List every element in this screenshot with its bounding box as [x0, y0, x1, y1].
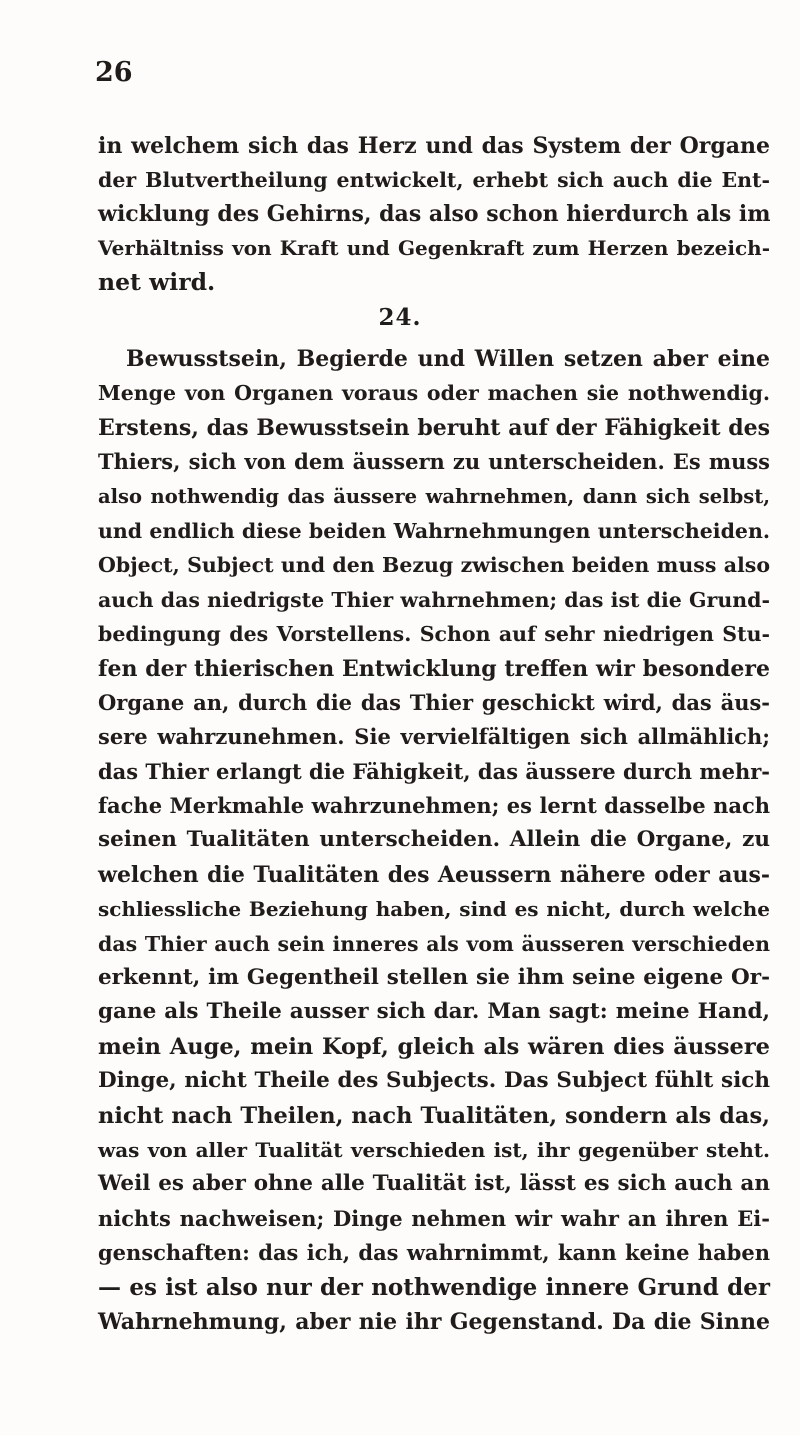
text-line: Bewusstsein, Begierde und Willen setzen aber eine	[126, 346, 770, 372]
text-line: bedingung des Vorstellens. Schon auf sehr niedrigen Stu-	[98, 622, 770, 647]
text-line: Verhältniss von Kraft und Gegenkraft zum Herzen bezeich-	[98, 236, 770, 260]
text-line: fache Merkmahle wahrzunehmen; es lernt dasselbe nach	[98, 793, 770, 819]
text-line: schliessliche Beziehung haben, sind es nicht, durch welche	[98, 897, 770, 922]
text-line: Menge von Organen voraus oder machen sie nothwendig.	[98, 381, 770, 406]
section-number: 24.	[378, 304, 422, 331]
text-line: also nothwendig das äussere wahrnehmen, dann sich selbst,	[98, 484, 770, 508]
text-line: mein Auge, mein Kopf, gleich als wären dies äussere	[98, 1033, 770, 1060]
text-line: Wahrnehmung, aber nie ihr Gegenstand. Da die Sinne	[98, 1308, 770, 1335]
page-number: 26	[95, 57, 133, 88]
body-paragraph	[98, 342, 770, 1339]
text-line: in welchem sich das Herz und das System der Organe	[98, 133, 770, 159]
text-line: sere wahrzunehmen. Sie vervielfältigen sich allmählich;	[98, 724, 770, 750]
text-line: Object, Subject und den Bezug zwischen beiden muss also	[98, 553, 770, 578]
text-line: fen der thierischen Entwicklung treffen wir besondere	[98, 655, 770, 682]
text-line: — es ist also nur der nothwendige innere Grund der	[98, 1273, 770, 1301]
text-line: das Thier auch sein inneres als vom äusseren verschieden	[98, 931, 770, 956]
intro-paragraph	[98, 129, 770, 299]
text-line: nichts nachweisen; Dinge nehmen wir wahr an ihren Ei-	[98, 1205, 770, 1231]
text-line: wicklung des Gehirns, das also schon hierdurch als im	[98, 201, 771, 227]
text-line: was von aller Tualität verschieden ist, ihr gegenüber steht.	[98, 1137, 770, 1162]
text-line: Weil es aber ohne alle Tualität ist, lässt es sich auch an	[98, 1171, 770, 1197]
text-line: erkennt, im Gegentheil stellen sie ihm seine eigene Or-	[98, 965, 770, 991]
text-line: der Blutvertheilung entwickelt, erhebt sich auch die Ent-	[98, 168, 770, 192]
text-line: Erstens, das Bewusstsein beruht auf der Fähigkeit des	[98, 414, 770, 441]
text-line: und endlich diese beiden Wahrnehmungen unterscheiden.	[98, 518, 770, 543]
text-line: Organe an, durch die das Thier geschickt wird, das äus-	[98, 689, 770, 715]
text-line: seinen Tualitäten unterscheiden. Allein die Organe, zu	[98, 827, 770, 853]
text-line: genschaften: das ich, das wahrnimmt, kann keine haben	[98, 1240, 770, 1266]
text-line: welchen die Tualitäten des Aeussern nähere oder aus-	[98, 861, 770, 888]
text-line: Dinge, nicht Theile des Subjects. Das Subject fühlt sich	[98, 1068, 770, 1094]
text-line: Thiers, sich von dem äussern zu unterscheiden. Es muss	[98, 449, 770, 475]
text-line: net wird.	[98, 268, 216, 296]
text-line: gane als Theile ausser sich dar. Man sagt: meine Hand,	[98, 999, 770, 1025]
text-line: auch das niedrigste Thier wahrnehmen; das ist die Grund-	[98, 587, 770, 612]
text-line: nicht nach Theilen, nach Tualitäten, sondern als das,	[98, 1102, 770, 1129]
text-line: das Thier erlangt die Fähigkeit, das äussere durch mehr-	[98, 758, 770, 784]
